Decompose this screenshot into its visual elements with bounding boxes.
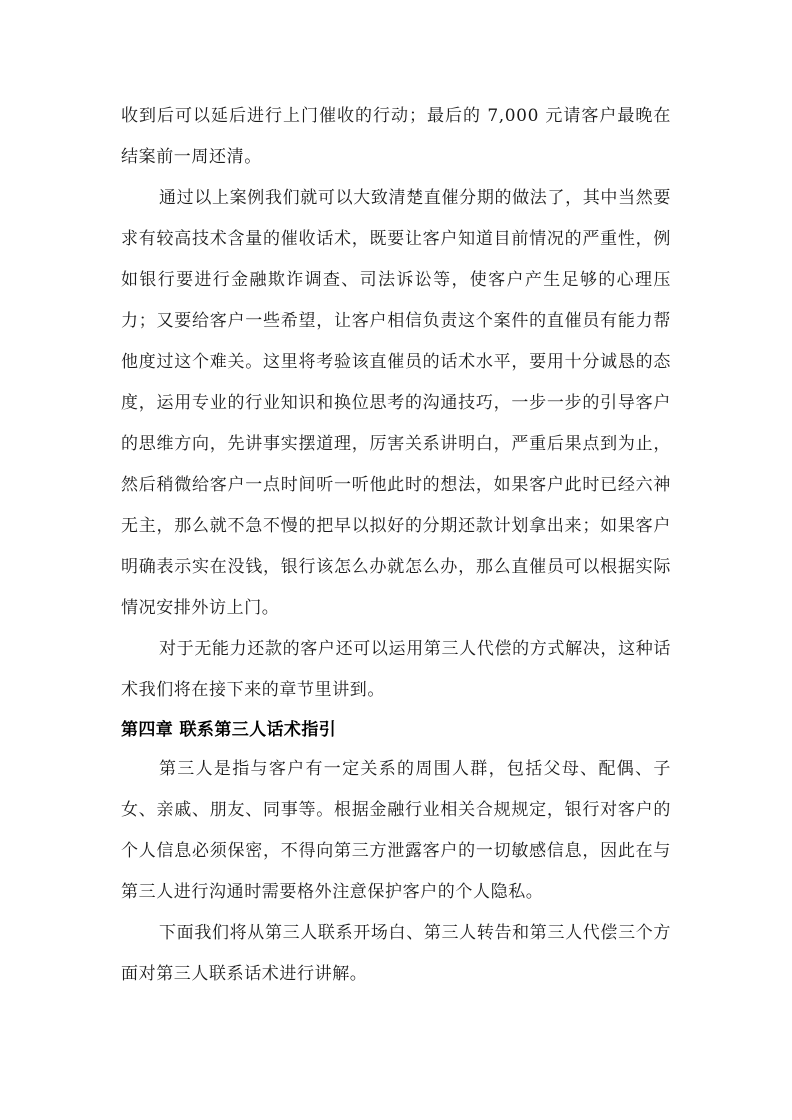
paragraph-third-party-intro: 对于无能力还款的客户还可以运用第三人代偿的方式解决，这种话术我们将在接下来的章节里讲到。 xyxy=(121,639,671,700)
paragraph-repayment-plan: 收到后可以延后进行上门催收的行动；最后的 7,000 元请客户最晚在结案前一周还清。 xyxy=(121,106,671,167)
paragraph-installment-method: 通过以上案例我们就可以大致清楚直催分期的做法了，其中当然要求有较高技术含量的催收话术，既要让客户知道目前情况的严重性，例如银行要进行金融欺诈调查、司法诉讼等，使客户产生足够的心理压力；又要给客户一些希望，让客户相信负责这个案件的直催员有能力帮他度过这个难关。这里将考验该直催员的话术水平，要用十分诚恳的态度，运用专业的行业知识和换位思考的沟通技巧，一步一步的引导客户的思维方向，先讲事实摆道理，厉害关系讲明白，严重后果点到为止，然后稍微给客户一点时间听一听他此时的想法，如果客户此时已经六神无主，那么就不急不慢的把早以拟好的分期还款计划拿出来；如果客户明确表示实在没钱，银行该怎么办就怎么办，那么直催员可以根据实际情况安排外访上门。 xyxy=(121,188,671,618)
paragraph-chapter-outline: 下面我们将从第三人联系开场白、第三人转告和第三人代偿三个方面对第三人联系话术进行讲解。 xyxy=(121,923,671,984)
paragraph-third-party-definition: 第三人是指与客户有一定关系的周围人群，包括父母、配偶、子女、亲戚、朋友、同事等。根据金融行业相关合规规定，银行对客户的个人信息必须保密，不得向第三方泄露客户的一切敏感信息，因此在与第三人进行沟通时需要格外注意保护客户的个人隐私。 xyxy=(121,759,671,902)
chapter-heading: 第四章 联系第三人话术指引 xyxy=(121,720,337,740)
document-body xyxy=(121,96,671,995)
